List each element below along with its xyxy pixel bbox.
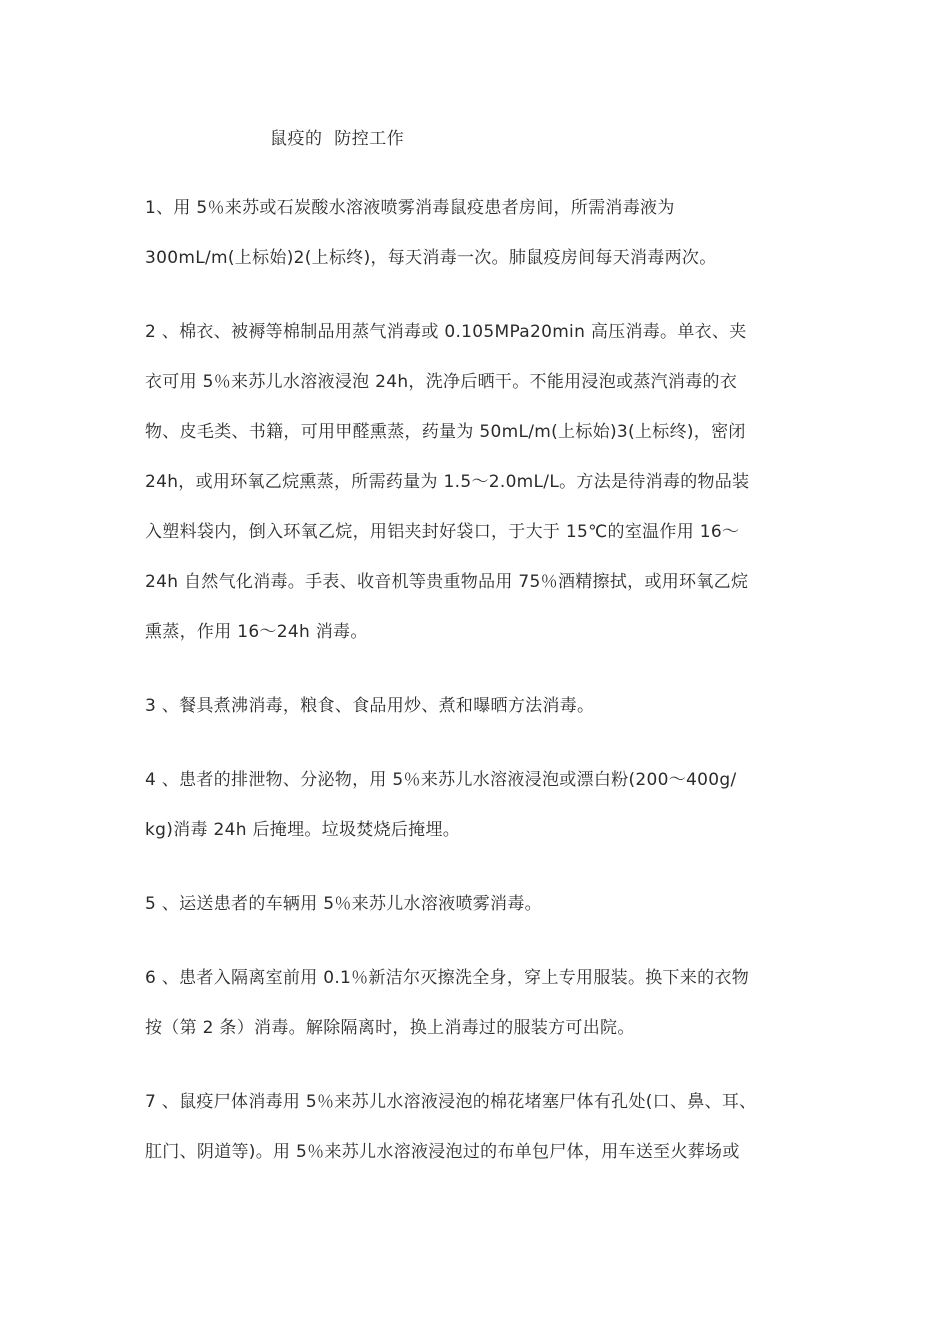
text-line: 1、用 5％来苏或石炭酸水溶液喷雾消毒鼠疫患者房间，所需消毒液为	[145, 198, 675, 218]
paragraph-3	[145, 681, 810, 731]
text-line: 3 、餐具煮沸消毒，粮食、食品用炒、煮和曝晒方法消毒。	[145, 696, 595, 716]
paragraph-1	[145, 183, 810, 283]
text-line: 衣可用 5％来苏儿水溶液浸泡 24h，洗净后晒干。不能用浸泡或蒸汽消毒的衣	[145, 372, 738, 392]
text-line: 肛门、阴道等)。用 5％来苏儿水溶液浸泡过的布单包尸体，用车送至火葬场或	[145, 1142, 740, 1162]
document-title: 鼠疫的 防控工作	[270, 129, 405, 149]
text-line: 入塑料袋内，倒入环氧乙烷，用铝夹封好袋口，于大于 15℃的室温作用 16～	[145, 522, 740, 542]
text-line: 物、皮毛类、书籍，可用甲醛熏蒸，药量为 50mL/m(上标始)3(上标终)，密闭	[145, 422, 746, 442]
text-line: 24h 自然气化消毒。手表、收音机等贵重物品用 75％酒精擦拭，或用环氧乙烷	[145, 572, 749, 592]
text-line: kg)消毒 24h 后掩埋。垃圾焚烧后掩埋。	[145, 820, 461, 840]
text-line: 4 、患者的排泄物、分泌物，用 5％来苏儿水溶液浸泡或漂白粉(200～400g/	[145, 770, 737, 790]
text-line: 24h，或用环氧乙烷熏蒸，所需药量为 1.5～2.0mL/L。方法是待消毒的物品装	[145, 472, 750, 492]
paragraph-2	[145, 307, 810, 657]
text-line: 6 、患者入隔离室前用 0.1％新洁尔灭擦洗全身，穿上专用服装。换下来的衣物	[145, 968, 750, 988]
document-body	[145, 183, 810, 1201]
text-line: 按（第 2 条）消毒。解除隔离时，换上消毒过的服装方可出院。	[145, 1018, 635, 1038]
text-line: 7 、鼠疫尸体消毒用 5％来苏儿水溶液浸泡的棉花堵塞尸体有孔处(口、鼻、耳、	[145, 1092, 757, 1112]
paragraph-4	[145, 755, 810, 855]
paragraph-6	[145, 953, 810, 1053]
text-line: 300mL/m(上标始)2(上标终)，每天消毒一次。肺鼠疫房间每天消毒两次。	[145, 248, 717, 268]
text-line: 熏蒸，作用 16～24h 消毒。	[145, 622, 368, 642]
text-line: 2 、棉衣、被褥等棉制品用蒸气消毒或 0.105MPa20min 高压消毒。单衣、夹	[145, 322, 747, 342]
paragraph-5	[145, 879, 810, 929]
paragraph-7	[145, 1077, 810, 1177]
text-line: 5 、运送患者的车辆用 5％来苏儿水溶液喷雾消毒。	[145, 894, 542, 914]
